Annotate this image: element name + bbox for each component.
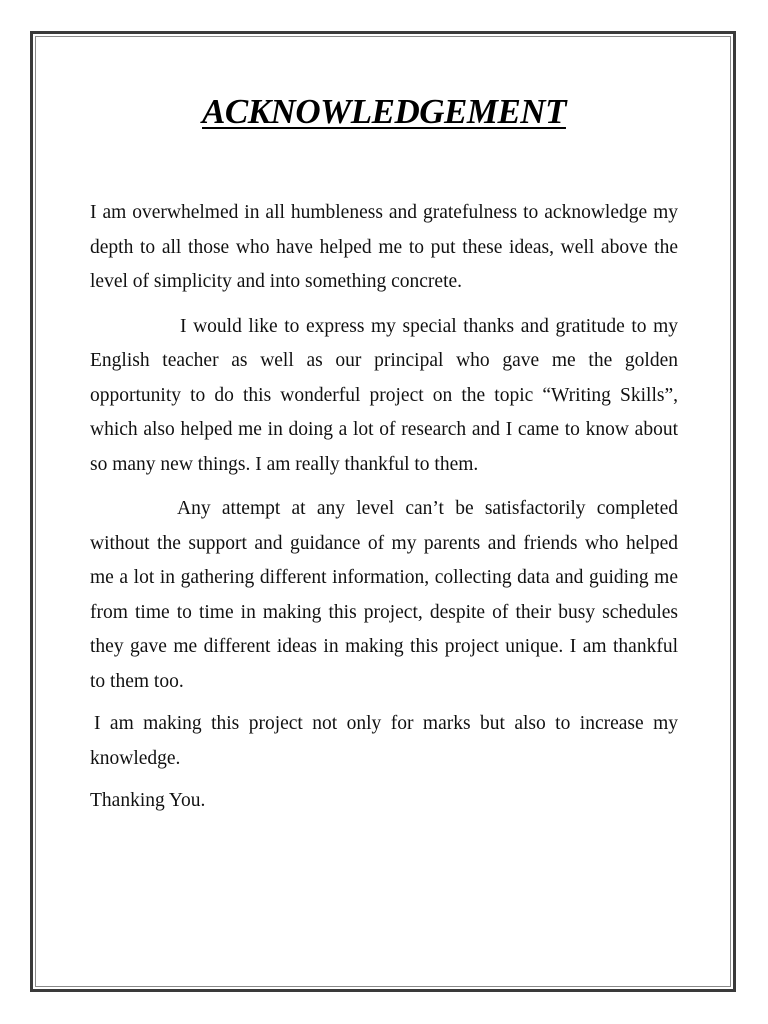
paragraph-intro: I am overwhelmed in all humbleness and gratefulness to acknowledge my depth to all those who have helped me to put these ideas, well above the level of simplicity and into something concrete. bbox=[90, 202, 678, 292]
closing-line: Thanking You. bbox=[90, 790, 206, 811]
paragraph-purpose: I am making this project not only for marks but also to increase my knowledge. bbox=[90, 713, 678, 769]
paragraph-thanks-teacher: I would like to express my special thanks and gratitude to my English teacher as well as our principal who gave me the golden opportunity to do this wonderful project on the topic “Writing Skills”, which also helped me in doing a lot of research and I came to know about so many new things. I am really thankful to them. bbox=[90, 315, 678, 475]
paragraph-thanks-parents: Any attempt at any level can’t be satisfactorily completed without the support and guidance of my parents and friends who helped me a lot in gathering different information, collecting data and guiding me from time to time in making this project, despite of their busy schedules they gave me different ideas in making this project unique. I am thankful to them too. bbox=[90, 498, 678, 692]
document-body bbox=[90, 196, 678, 819]
page-title bbox=[0, 92, 768, 132]
title-text: ACKNOWLEDGEMENT bbox=[202, 92, 566, 131]
